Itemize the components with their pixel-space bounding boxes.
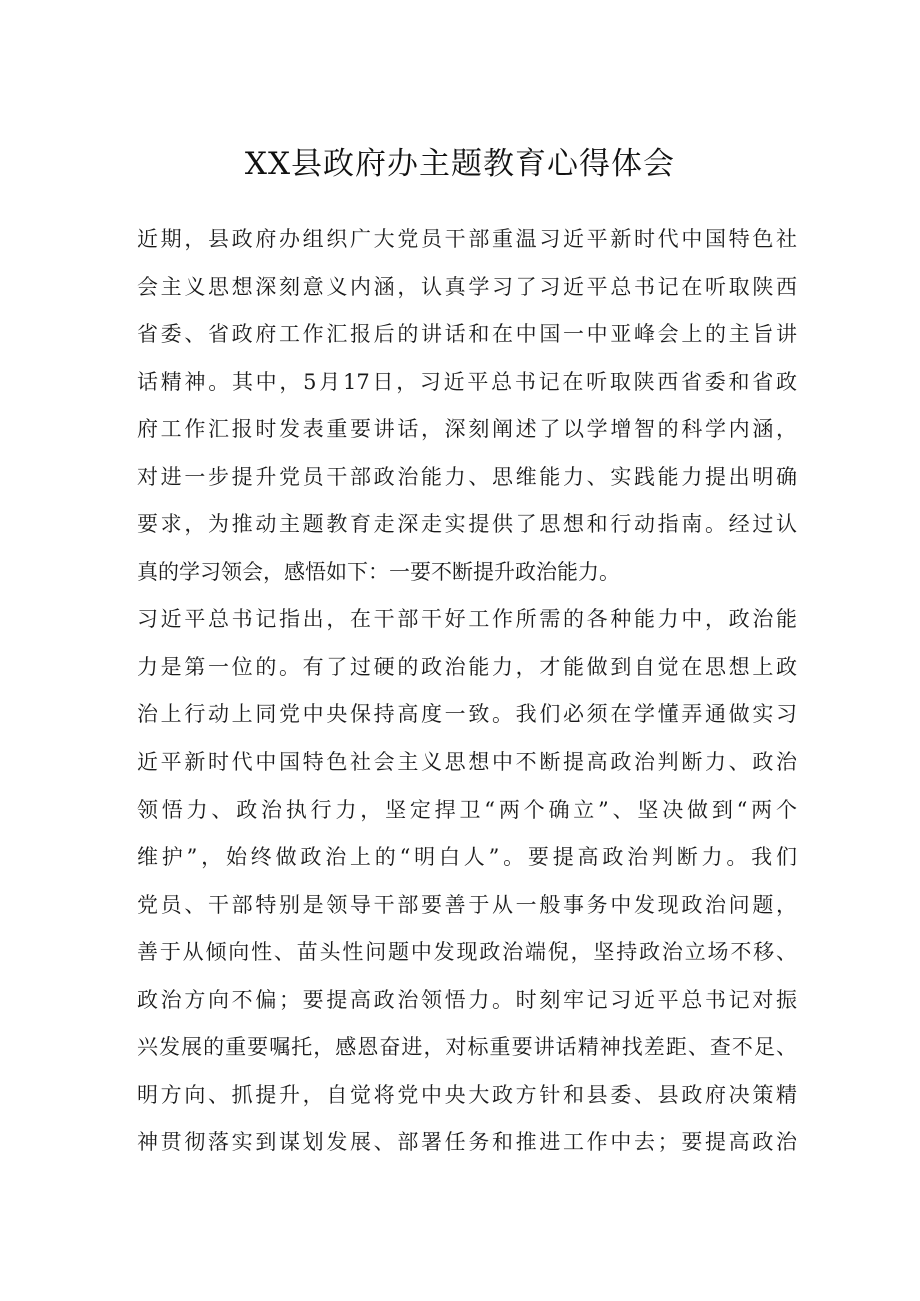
text-line: 府工作汇报时发表重要讲话，深刻阐述了以学增智的科学内涵， [137, 417, 797, 442]
text-line: 力是第一位的。有了过硬的政治能力，才能做到自觉在思想上政 [137, 654, 797, 679]
text-line: 省委、省政府工作汇报后的讲话和在中国一中亚峰会上的主旨讲 [137, 322, 797, 347]
text-line: 近期，县政府办组织广大党员干部重温习近平新时代中国特色社 [137, 227, 797, 251]
text-line: 近平新时代中国特色社会主义思想中不断提高政治判断力、政治 [137, 750, 797, 775]
text-line: 治上行动上同党中央保持高度一致。我们必须在学懂弄通做实习 [137, 702, 797, 727]
document-body [137, 216, 797, 1167]
text-line: 神贯彻落实到谋划发展、部署任务和推进工作中去；要提高政治 [137, 1130, 797, 1155]
text-line-paragraph-end: 真的学习领会，感悟如下：一要不断提升政治能力。 [137, 559, 620, 584]
text-line: 习近平总书记指出，在干部干好工作所需的各种能力中，政治能 [137, 607, 797, 632]
text-line: 话精神。其中，5月17日，习近平总书记在听取陕西省委和省政 [137, 369, 797, 394]
text-line: 维护”，始终做政治上的“明白人”。要提高政治判断力。我们 [137, 845, 797, 870]
text-line: 要求，为推动主题教育走深走实提供了思想和行动指南。经过认 [137, 512, 797, 537]
text-line: 政治方向不偏；要提高政治领悟力。时刻牢记习近平总书记对振 [137, 987, 797, 1012]
document-title: XX县政府办主题教育心得体会 [244, 146, 676, 182]
text-line: 兴发展的重要嘱托，感恩奋进，对标重要讲话精神找差距、查不足、 [137, 1035, 797, 1060]
text-line: 对进一步提升党员干部政治能力、思维能力、实践能力提出明确 [137, 464, 797, 489]
text-line: 明方向、抓提升，自觉将党中央大政方针和县委、县政府决策精 [137, 1082, 797, 1107]
text-line: 会主义思想深刻意义内涵，认真学习了习近平总书记在听取陕西 [137, 274, 797, 299]
text-line: 善于从倾向性、苗头性问题中发现政治端倪，坚持政治立场不移、 [137, 940, 797, 965]
text-line: 党员、干部特别是领导干部要善于从一般事务中发现政治问题， [137, 892, 797, 917]
text-line: 领悟力、政治执行力，坚定捍卫“两个确立”、坚决做到“两个 [137, 797, 797, 822]
